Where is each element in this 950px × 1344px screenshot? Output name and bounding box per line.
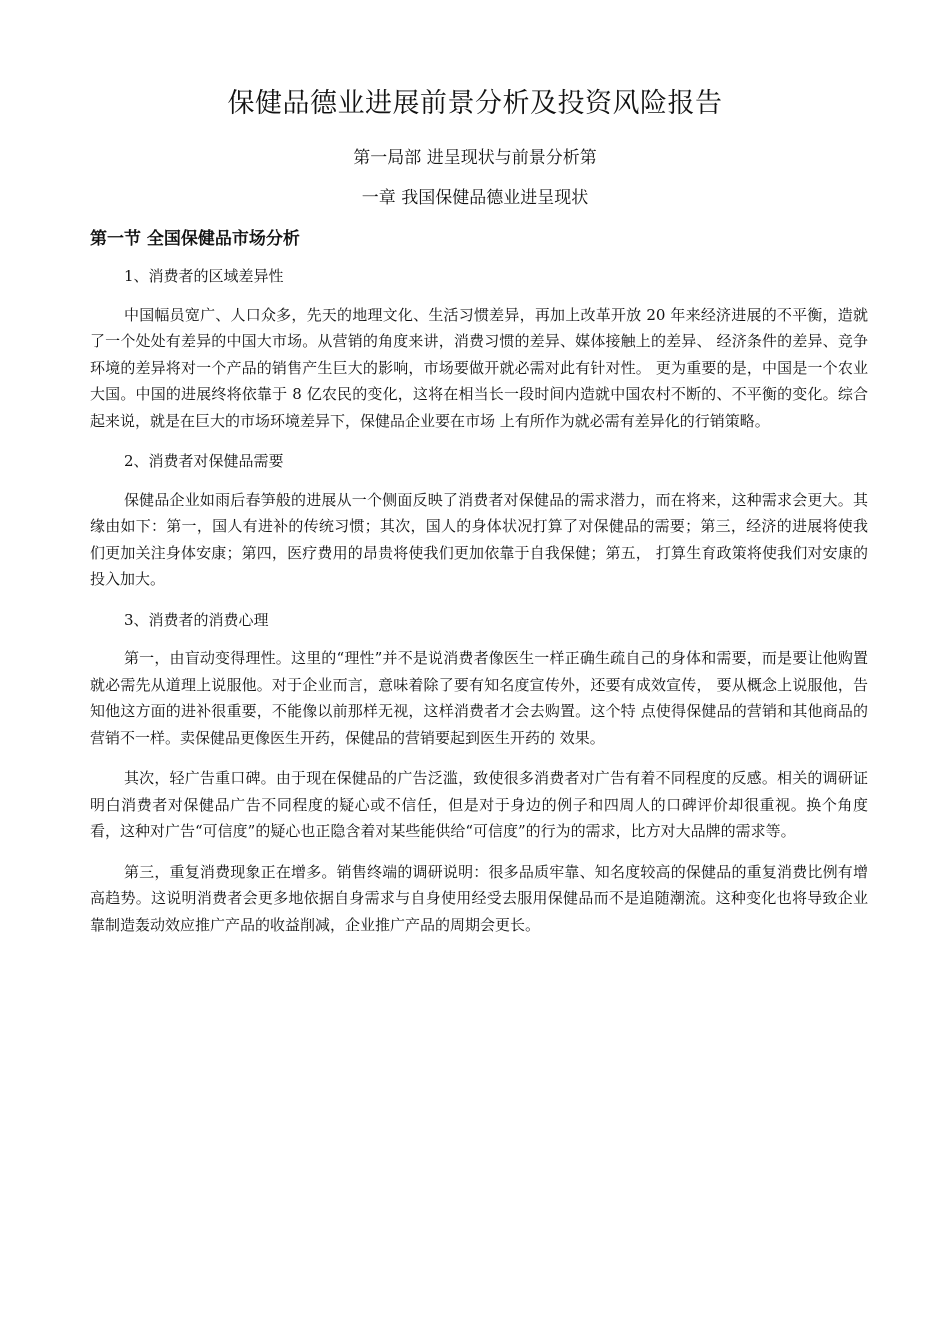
document-title: 保健品德业进展前景分析及投资风险报告: [227, 88, 723, 119]
section-heading: 第一节 全国保健品市场分析: [90, 229, 300, 249]
spacer: [90, 633, 868, 645]
paragraph-demand: 保健品企业如雨后春笋般的进展从一个侧面反映了消费者对保健品的需求潜力，而在将来，这种需求会更大。其缘由如下：第一，国人有进补的传统习惯；其次，国人的身体状况打算了对保健品的需要；第三，经济的进展将使我们更加关注身体安康；第四，医疗费用的昂贵将使我们更加依靠于自我保健；第五， 打算生育政策将使我们对安康的投入加大。: [90, 490, 868, 588]
part-heading: 第一局部 进呈现状与前景分析第: [353, 148, 597, 168]
document-body: [90, 263, 868, 938]
paragraph-psychology-rational: 第一，由盲动变得理性。这里的“理性”并不是说消费者像医生一样正确生疏自己的身体和需要，而是要让他购置就必需先从道理上说服他。对于企业而言，意味着除了要有知名度宣传外，还要有成效宣传， 要从概念上说服他，告知他这方面的进补很重要，不能像以前那样无视，这样消费者才会去购置。这个特 点使得保健品的营销和其他商品的营销不一样。卖保健品更像医生开药，保健品的营销要起到医生开药的 效果。: [90, 649, 868, 747]
spacer: [90, 751, 868, 765]
spacer: [90, 434, 868, 448]
spacer: [90, 290, 868, 302]
spacer: [90, 845, 868, 859]
paragraph-psychology-repeat: 第三，重复消费现象正在增多。销售终端的调研说明：很多品质牢靠、知名度较高的保健品的重复消费比例有增高趋势。这说明消费者会更多地依据自身需求与自身使用经受去服用保健品而不是追随潮流。这种变化也将导致企业靠制造轰动效应推广产品的收益削减，企业推广产品的周期会更长。: [90, 862, 868, 934]
item-heading-demand: 2、消费者对保健品需要: [124, 452, 284, 470]
chapter-heading: 一章 我国保健品德业进呈现状: [361, 188, 589, 208]
spacer: [90, 593, 868, 607]
spacer: [90, 475, 868, 487]
paragraph-regional: 中国幅员宽广、人口众多，先天的地理文化、生活习惯差异，再加上改革开放 20 年来经济进展的不平衡，造就了一个处处有差异的中国大市场。从营销的角度来讲，消费习惯的差异、媒体接触上的差异、 经济条件的差异、竞争环境的差异将对一个产品的销售产生巨大的影响，市场要做开就必需对此有针对性。 更为重要的是，中国是一个农业大国。中国的进展终将依靠于 8 亿农民的变化，这将在相当长一段时间内造就中国农村不断的、不平衡的变化。综合起来说，就是在巨大的市场环境差异下，保健品企业要在市场 上有所作为就必需有差异化的行销策略。: [90, 305, 868, 430]
paragraph-psychology-word-of-mouth: 其次，轻广告重口碑。由于现在保健品的广告泛滥，致使很多消费者对广告有着不同程度的反感。相关的调研证明白消费者对保健品广告不同程度的疑心或不信任，但是对于身边的例子和四周人的口碑评价却很重视。换个角度看，这种对广告“可信度”的疑心也正隐含着对某些能供给“可信度”的行为的需求，比方对大品牌的需求等。: [90, 769, 868, 840]
item-heading-psychology: 3、消费者的消费心理: [124, 610, 269, 629]
item-heading-regional: 1、消费者的区域差异性: [124, 267, 284, 285]
